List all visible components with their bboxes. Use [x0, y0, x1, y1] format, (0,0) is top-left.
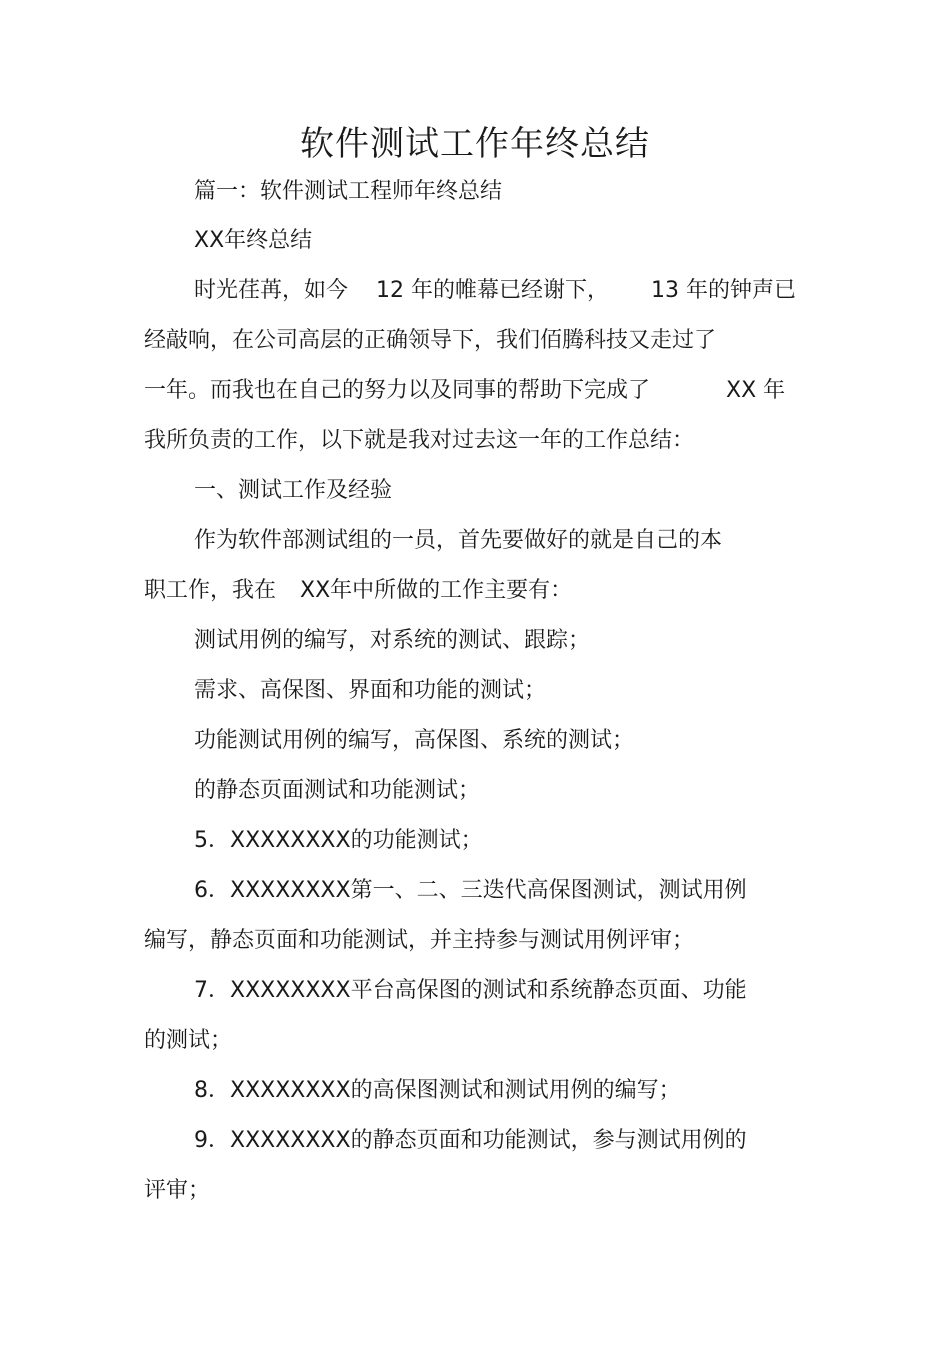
- paragraph-line: 经敲响，在公司高层的正确领导下，我们佰腾科技又走过了: [144, 328, 717, 353]
- text-segment: 一年。而我也在自己的努力以及同事的帮助下完成了: [144, 378, 651, 403]
- list-item: 9．XXXXXXXX的静态页面和功能测试，参与测试用例的: [194, 1128, 747, 1153]
- section-heading: 一、测试工作及经验: [194, 478, 393, 503]
- list-item: 6．XXXXXXXX第一、二、三迭代高保图测试，测试用例: [194, 878, 747, 903]
- text-segment: 13 年的钟声已: [651, 278, 797, 303]
- list-item: 8．XXXXXXXX的高保图测试和测试用例的编写；: [194, 1078, 681, 1103]
- list-item: 功能测试用例的编写，高保图、系统的测试；: [194, 728, 635, 753]
- list-item: 测试用例的编写，对系统的测试、跟踪；: [194, 628, 591, 653]
- paragraph-line: 作为软件部测试组的一员，首先要做好的就是自己的本: [194, 528, 723, 553]
- text-segment: XX年中所做的工作主要有：: [300, 578, 573, 603]
- paragraph-line: [144, 376, 785, 406]
- article-subtitle: 篇一：软件测试工程师年终总结: [194, 179, 503, 204]
- list-item: 需求、高保图、界面和功能的测试；: [194, 678, 547, 703]
- list-item-continuation: 编写，静态页面和功能测试，并主持参与测试用例评审；: [144, 928, 695, 953]
- text-segment: 12 年的帷幕已经谢下，: [376, 278, 610, 303]
- text-segment: 职工作，我在: [144, 578, 277, 603]
- list-item: 7．XXXXXXXX平台高保图的测试和系统静态页面、功能: [194, 978, 747, 1003]
- paragraph-line: [194, 276, 796, 306]
- list-item: 的静态页面测试和功能测试；: [194, 778, 481, 803]
- text-segment: XX 年: [726, 378, 786, 403]
- paragraph-line: 我所负责的工作，以下就是我对过去这一年的工作总结：: [144, 428, 695, 453]
- list-item-continuation: 的测试；: [144, 1028, 233, 1053]
- section-heading-year-summary: XX年终总结: [194, 228, 313, 253]
- list-item: 5．XXXXXXXX的功能测试；: [194, 828, 483, 853]
- document-title: 软件测试工作年终总结: [300, 124, 650, 164]
- list-item-continuation: 评审；: [144, 1178, 211, 1203]
- text-segment: 时光荏苒，如今: [194, 278, 349, 303]
- paragraph-line: [144, 576, 572, 606]
